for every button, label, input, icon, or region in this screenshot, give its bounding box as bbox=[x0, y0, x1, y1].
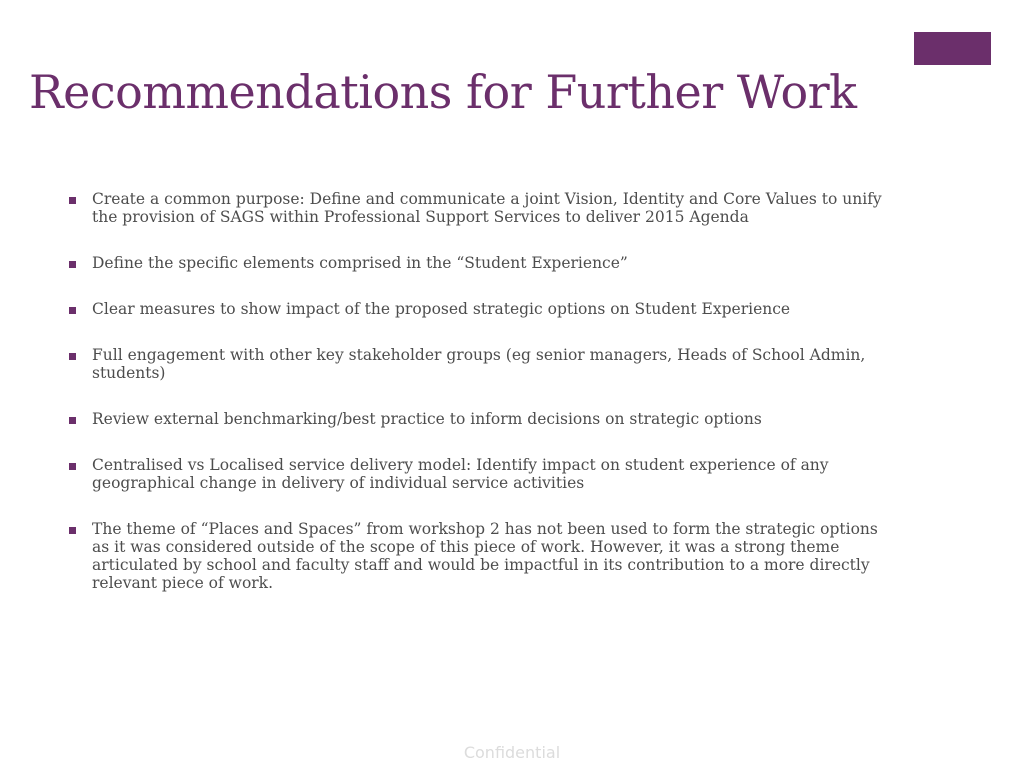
bullet-text: Full engagement with other key stakeholder groups (eg senior managers, Heads of School Admin, students) bbox=[92, 346, 866, 382]
bullet-item bbox=[66, 410, 896, 428]
bullet-item bbox=[66, 346, 896, 382]
bullet-item bbox=[66, 300, 896, 318]
square-bullet-icon bbox=[69, 307, 76, 314]
square-bullet-icon bbox=[69, 463, 76, 470]
slide-title: Recommendations for Further Work bbox=[29, 65, 857, 119]
square-bullet-icon bbox=[69, 197, 76, 204]
bullet-text: Clear measures to show impact of the proposed strategic options on Student Experience bbox=[92, 300, 791, 318]
bullet-text: Define the specific elements comprised in the “Student Experience” bbox=[92, 254, 628, 272]
confidential-footer: Confidential bbox=[463, 743, 561, 762]
bullet-item bbox=[66, 520, 896, 592]
bullet-item bbox=[66, 190, 896, 226]
bullet-text: The theme of “Places and Spaces” from workshop 2 has not been used to form the strategic options as it was considered outside of the scope of this piece of work. However, it was a strong theme articulated by school and faculty staff and would be impactful in its contribution to a more directly relevant piece of work. bbox=[92, 520, 878, 592]
bullet-item bbox=[66, 456, 896, 492]
bullet-list bbox=[66, 190, 896, 620]
accent-block bbox=[914, 32, 991, 65]
bullet-item bbox=[66, 254, 896, 272]
bullet-text: Create a common purpose: Define and communicate a joint Vision, Identity and Core Values to unify the provision of SAGS within Professional Support Services to deliver 2015 Agenda bbox=[92, 190, 882, 226]
square-bullet-icon bbox=[69, 353, 76, 360]
bullet-text: Review external benchmarking/best practice to inform decisions on strategic options bbox=[92, 410, 762, 428]
square-bullet-icon bbox=[69, 261, 76, 268]
bullet-text: Centralised vs Localised service delivery model: Identify impact on student experience of any geographical change in delivery of individual service activities bbox=[92, 456, 829, 492]
square-bullet-icon bbox=[69, 527, 76, 534]
square-bullet-icon bbox=[69, 417, 76, 424]
